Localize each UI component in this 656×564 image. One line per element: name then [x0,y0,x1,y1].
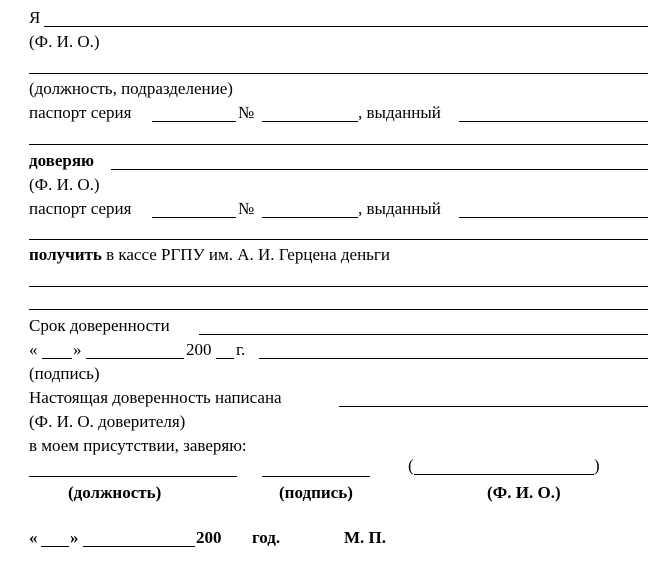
stamp-label: М. П. [344,528,387,547]
certifier-name-line[interactable] [414,474,594,475]
date2-year-suffix: год. [252,528,281,547]
presence-label: в моем присутствии, заверяю: [29,436,247,455]
caption-certifier-signature: (подпись) [279,483,353,502]
term-line[interactable] [199,334,648,335]
date1-year: 200 [186,340,212,359]
passport2-series-label: паспорт серия [29,199,132,218]
amount-line-1[interactable] [29,286,648,287]
passport2-number-label: № [238,199,255,218]
passport2-issued-line[interactable] [459,217,648,218]
receive-word: получить [29,245,102,264]
passport2-issued-line-2[interactable] [29,239,648,240]
written-line[interactable] [339,406,648,407]
certifier-position-line[interactable] [29,476,237,477]
trustee-name-line[interactable] [111,169,648,170]
date2-month-line[interactable] [83,546,195,547]
name-paren-close: ) [594,456,600,475]
passport1-issued-line-2[interactable] [29,144,648,145]
prefix-i: Я [29,8,41,27]
caption-certifier-name: (Ф. И. О.) [487,483,561,502]
passport1-number-label: № [238,103,255,122]
caption-position: (должность, подразделение) [29,79,233,98]
date1-signature-line[interactable] [259,358,648,359]
trust-word: доверяю [29,151,95,170]
grantor-name-line[interactable] [44,26,648,27]
passport1-issued-label: , выданный [358,103,441,122]
term-label: Срок доверенности [29,316,170,335]
passport1-series-line[interactable] [152,121,236,122]
passport1-series-label: паспорт серия [29,103,132,122]
caption-grantor-full: (Ф. И. О. доверителя) [29,412,186,431]
passport2-issued-label: , выданный [358,199,441,218]
date2-year: 200 [196,528,222,547]
name-paren-open: ( [408,456,414,475]
passport1-issued-line[interactable] [459,121,648,122]
passport1-number-line[interactable] [262,121,358,122]
caption-trustee-name: (Ф. И. О.) [29,175,100,194]
receive-rest: в кассе РГПУ им. А. И. Герцена деньги [101,245,390,264]
date1-open-quote: « [29,340,38,359]
passport2-number-line[interactable] [262,217,358,218]
position-line[interactable] [29,73,648,74]
date1-year-line[interactable] [216,358,234,359]
date1-day-line[interactable] [42,358,72,359]
written-label: Настоящая доверенность написана [29,388,282,407]
receive-text [29,246,390,263]
caption-certifier-position: (должность) [68,483,162,502]
passport2-series-line[interactable] [152,217,236,218]
amount-line-2[interactable] [29,309,648,310]
date2-day-line[interactable] [41,546,69,547]
date2-open-quote: « [29,528,38,547]
date1-close-quote: » [73,340,82,359]
certifier-signature-line[interactable] [262,476,370,477]
caption-grantor-name: (Ф. И. О.) [29,32,100,51]
date2-close-quote: » [70,528,79,547]
date1-month-line[interactable] [86,358,184,359]
date1-year-suffix: г. [236,340,246,359]
caption-signature-1: (подпись) [29,364,100,383]
